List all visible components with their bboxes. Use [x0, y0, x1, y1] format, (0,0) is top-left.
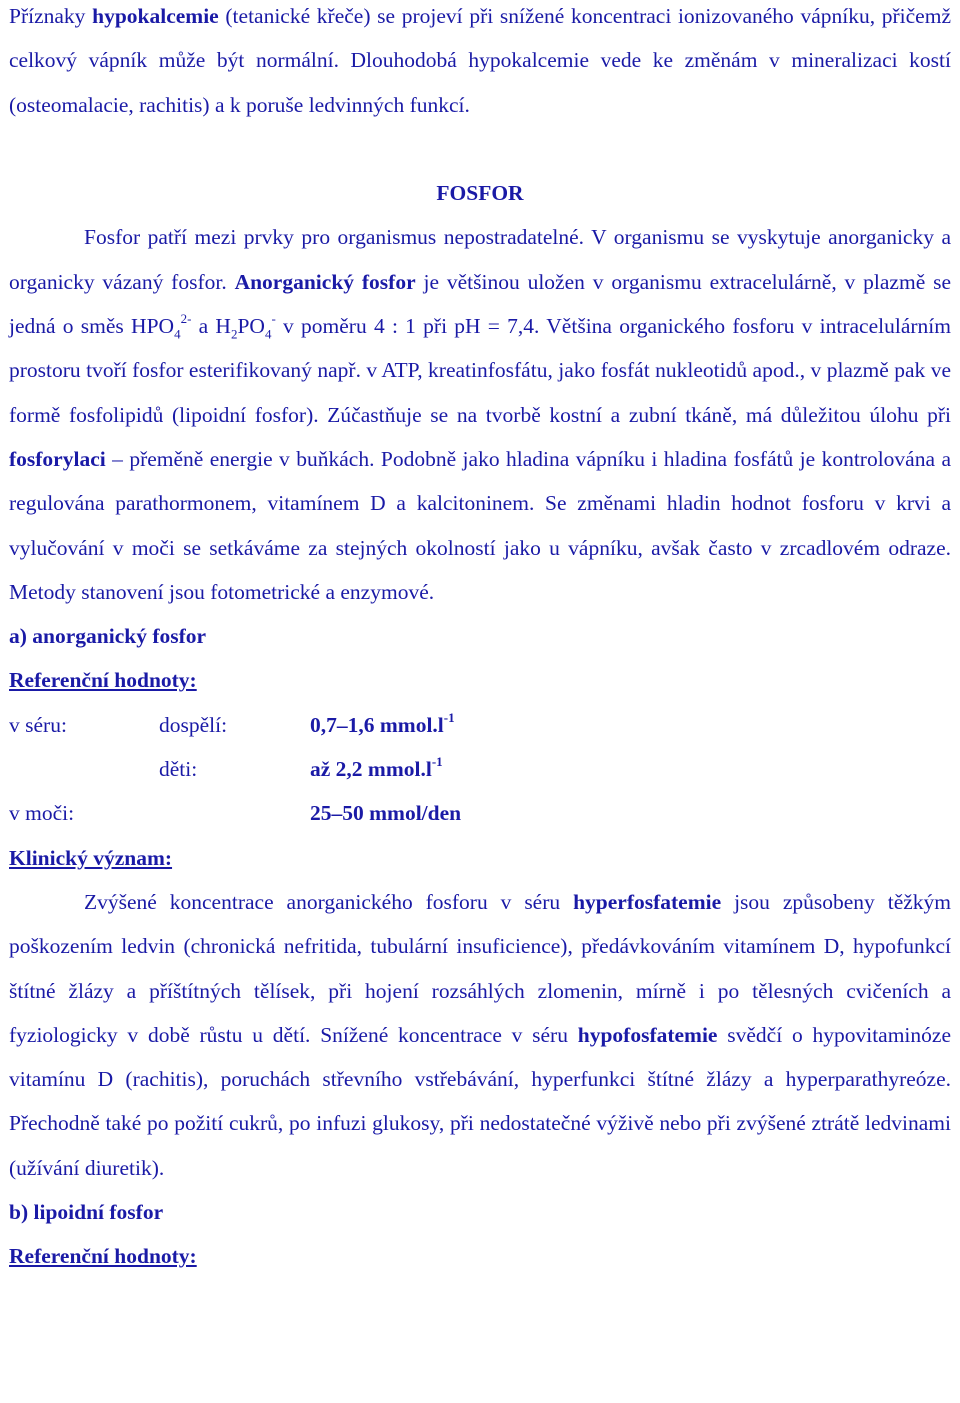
superscript: -1 — [443, 709, 455, 725]
ref-group — [159, 791, 310, 835]
reference-row — [9, 747, 951, 791]
paragraph-hypokalcemie — [9, 0, 951, 127]
paragraph-fosfor — [9, 215, 951, 614]
text-run: Zvýšené koncentrace anorganického fosforu v séru — [84, 889, 574, 914]
text-run: svědčí o hypovitaminóze vitamínu D (rachitis), poruchách střevního vstřebávání, hyperfunkci štítné žlázy a hyperparathyreóze. Přechodně také po požití cukrů, po infuzi glukosy, při nedostatečné výživě nebo při zvýšené ztrátě ledvinami (užívání diuretik). — [9, 1022, 951, 1180]
text-run: Fosfor patří mezi prvky pro organismus nepostradatelné. V organismu se vyskytuje anorganicky a organicky vázaný fosfor. — [9, 225, 951, 294]
ref-value — [310, 791, 461, 835]
reference-values-heading: Referenční hodnoty: — [9, 1244, 197, 1269]
text-run: Příznaky — [9, 4, 93, 28]
ref-sample — [9, 747, 159, 791]
text-run: je většinou uložen v organismu extracelulárně, v plazmě se jedná o směs HPO — [9, 269, 952, 339]
clinical-significance-heading: Klinický význam: — [9, 845, 173, 870]
superscript: 2- — [180, 310, 192, 326]
text-run: jsou způsobeny těžkým poškozením ledvin (chronická nefritida, tubulární insuficience), předávkováním vitamínem D, hypofunkcí štítné žlázy a příštítných tělísek, při hojení rozsáhlých zlomenin, mírně i po tělesných cvičeních a fyziologicky v době růstu u dětí. Snížené koncentrace v séru — [9, 889, 952, 1047]
section-title: FOSFOR — [436, 181, 524, 206]
ref-group: děti: — [159, 757, 198, 782]
ref-value-text: 0,7–1,6 mmol.l — [310, 712, 444, 737]
ref-sample: v séru: — [9, 712, 67, 737]
paragraph-clinical — [9, 880, 951, 1190]
ref-group: dospělí: — [159, 712, 228, 737]
term-fosforylaci: fosforylaci — [9, 446, 106, 471]
term-hypokalcemie: hypokalcemie — [92, 4, 219, 28]
term-hypofosfatemie: hypofosfatemie — [577, 1022, 718, 1047]
ref-value — [310, 747, 443, 791]
text-run: v poměru 4 : 1 při pH = 7,4. Většina organického fosforu v intracelulárním prostoru tvoří fosfor esterifikovaný např. v ATP, kreatinfosfátu, jako fosfát nukleotidů apod., v plazmě pak ve formě fosfolipidů (lipoidní fosfor). Zúčastňuje se na tvorbě kostní a zubní tkáně, má důležitou úlohu při — [9, 314, 951, 427]
reference-row — [9, 703, 951, 747]
reference-values-heading: Referenční hodnoty: — [9, 668, 197, 693]
subscript: 4 — [264, 326, 272, 342]
ref-sample: v moči: — [9, 801, 75, 826]
reference-row — [9, 791, 951, 835]
text-run: PO — [237, 314, 265, 339]
superscript: -1 — [431, 753, 443, 769]
subscript: 2 — [230, 326, 238, 342]
text-run: (tetanické křeče) se projeví při snížené koncentraci ionizovaného vápníku, přičemž celkový vápník může být normální. Dlouhodobá hypokalcemie vede ke změnám v mineralizaci kostí (osteomalacie, rachitis) a k poruše ledvinných funkcí. — [9, 4, 951, 117]
subheading-anorganicky-fosfor: a) anorganický fosfor — [9, 624, 207, 649]
ref-value-text: 25–50 mmol/den — [310, 801, 462, 826]
ref-value — [310, 703, 455, 747]
ref-value-text: až 2,2 mmol.l — [310, 757, 432, 782]
subheading-lipoidni-fosfor: b) lipoidní fosfor — [9, 1200, 164, 1225]
text-run: – přeměně energie v buňkách. Podobně jako hladina vápníku i hladina fosfátů je kontrolována a regulována parathormonem, vitamínem D a kalcitoninem. Se změnami hladin hodnot fosforu v krvi a vylučování v moči se setkáváme za stejných okolností jako u vápníku, avšak často v zrcadlovém odraze. Metody stanovení jsou fotometrické a enzymové. — [9, 446, 951, 604]
superscript: - — [271, 310, 276, 326]
text-run: a H — [191, 314, 231, 339]
spacer — [9, 127, 951, 171]
term-hyperfosfatemie: hyperfosfatemie — [573, 889, 722, 914]
subscript: 4 — [174, 326, 181, 342]
term-anorganicky-fosfor: Anorganický fosfor — [234, 269, 416, 294]
